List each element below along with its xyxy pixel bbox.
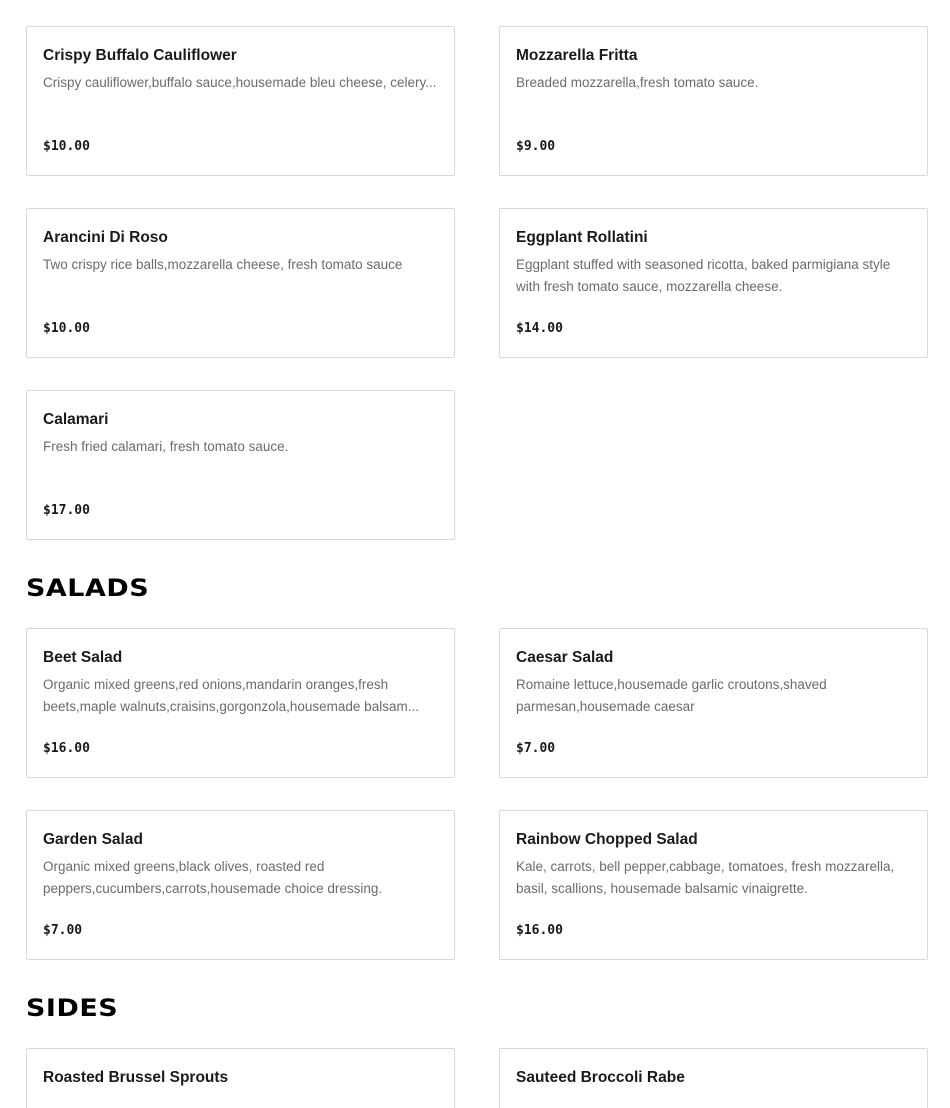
- menu-item-price: $10.00: [43, 139, 90, 154]
- menu-item-price: $9.00: [516, 139, 556, 154]
- menu-item-name: Rainbow Chopped Salad: [516, 831, 698, 848]
- menu-item-card[interactable]: [499, 810, 928, 960]
- menu-item-description: Organic mixed greens,black olives, roasted red peppers,cucumbers,carrots,housemade choice dressing.: [43, 859, 383, 896]
- menu-item-price: $7.00: [43, 923, 83, 938]
- menu-item-price: $17.00: [43, 503, 90, 518]
- menu-item-name: Crispy Buffalo Cauliflower: [43, 47, 237, 64]
- menu-item-description: Romaine lettuce,housemade garlic croutons,shaved parmesan,housemade caesar: [516, 677, 827, 714]
- menu-item-price: $16.00: [516, 923, 563, 938]
- menu-item-name: Caesar Salad: [516, 649, 614, 666]
- menu-item-card[interactable]: [499, 26, 928, 176]
- menu-item-card[interactable]: [26, 390, 455, 540]
- menu-item-description: Eggplant stuffed with seasoned ricotta, baked parmigiana style with fresh tomato sauce, mozzarella cheese.: [516, 257, 891, 294]
- menu-item-description: Organic mixed greens,red onions,mandarin oranges,fresh beets,maple walnuts,craisins,gorgonzola,housemade balsam...: [43, 677, 419, 714]
- menu-item-name: Garden Salad: [43, 831, 143, 848]
- menu-item-description: Two crispy rice balls,mozzarella cheese, fresh tomato sauce: [43, 257, 403, 272]
- menu-item-card[interactable]: [499, 1048, 928, 1108]
- menu-item-name: Arancini Di Roso: [43, 229, 168, 246]
- menu-item-name: Sauteed Broccoli Rabe: [516, 1069, 685, 1086]
- menu-item-card[interactable]: [26, 208, 455, 358]
- menu-item-description: Crispy cauliflower,buffalo sauce,housemade bleu cheese, celery...: [43, 75, 437, 90]
- menu-item-card[interactable]: [26, 628, 455, 778]
- menu-item-description: Fresh fried calamari, fresh tomato sauce.: [43, 439, 289, 454]
- menu-item-card[interactable]: [26, 810, 455, 960]
- menu-item-description: Breaded mozzarella,fresh tomato sauce.: [516, 75, 759, 90]
- menu-item-price: $7.00: [516, 741, 556, 756]
- menu-item-card[interactable]: [26, 1048, 455, 1108]
- menu-item-name: Roasted Brussel Sprouts: [43, 1069, 229, 1086]
- menu-item-card[interactable]: [499, 208, 928, 358]
- menu-item-price: $16.00: [43, 741, 90, 756]
- menu-item-price: $10.00: [43, 321, 90, 336]
- menu-item-price: $14.00: [516, 321, 563, 336]
- section-title-sides: SIDES: [26, 994, 119, 1022]
- sides-grid: [26, 1048, 928, 1108]
- menu-item-card[interactable]: [499, 628, 928, 778]
- section-title-salads: SALADS: [26, 574, 150, 602]
- menu-items-grid: [26, 26, 928, 540]
- menu-item-name: Eggplant Rollatini: [516, 229, 648, 246]
- salads-grid: [26, 628, 928, 960]
- menu-item-card[interactable]: [26, 26, 455, 176]
- menu-item-name: Calamari: [43, 411, 109, 428]
- menu-item-name: Beet Salad: [43, 649, 123, 666]
- menu-item-name: Mozzarella Fritta: [516, 47, 638, 64]
- menu-item-description: Kale, carrots, bell pepper,cabbage, tomatoes, fresh mozzarella, basil, scallions, housemade balsamic vinaigrette.: [516, 859, 895, 896]
